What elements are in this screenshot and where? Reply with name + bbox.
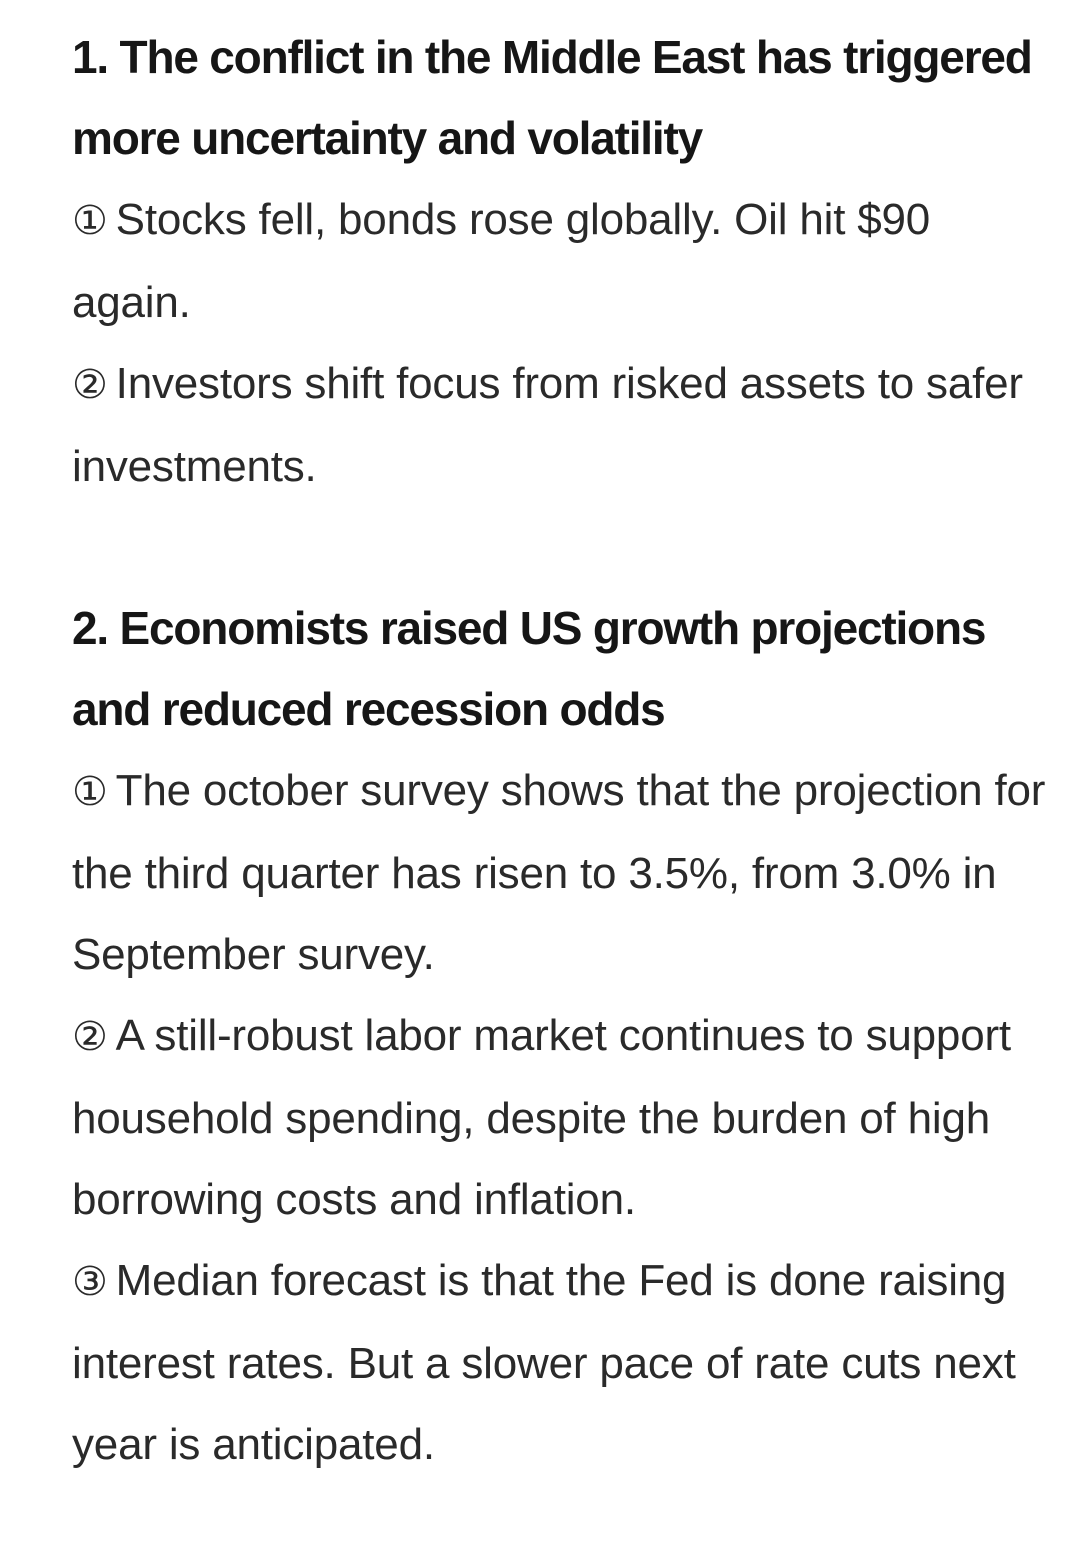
bullet-point [72, 995, 1052, 1240]
bullet-point [72, 750, 1052, 995]
section-1 [72, 17, 1052, 507]
circled-number-three-icon: ③ [72, 1259, 108, 1305]
article-body [72, 17, 1052, 1485]
circled-number-one-icon: ① [72, 769, 108, 815]
section-2 [72, 588, 1052, 1485]
section-heading: 2. Economists raised US growth projections and reduced recession odds [72, 602, 986, 735]
bullet-point [72, 179, 1052, 343]
circled-number-one-icon: ① [72, 198, 108, 244]
bullet-text: Investors shift focus from risked assets to safer investments. [72, 359, 1023, 491]
bullet-text: A still-robust labor market continues to support household spending, despite the burden of high borrowing costs and inflation. [72, 1011, 1011, 1224]
circled-number-two-icon: ② [72, 1014, 108, 1060]
section-heading: 1. The conflict in the Middle East has triggered more uncertainty and volatility [72, 31, 1032, 164]
bullet-text: Stocks fell, bonds rose globally. Oil hit $90 again. [72, 195, 931, 327]
bullet-point [72, 1240, 1052, 1485]
bullet-text: Median forecast is that the Fed is done raising interest rates. But a slower pace of rate cuts next year is anticipated. [72, 1256, 1016, 1469]
bullet-text: The october survey shows that the projection for the third quarter has risen to 3.5%, from 3.0% in September survey. [72, 766, 1046, 979]
bullet-point [72, 343, 1052, 507]
circled-number-two-icon: ② [72, 362, 108, 408]
